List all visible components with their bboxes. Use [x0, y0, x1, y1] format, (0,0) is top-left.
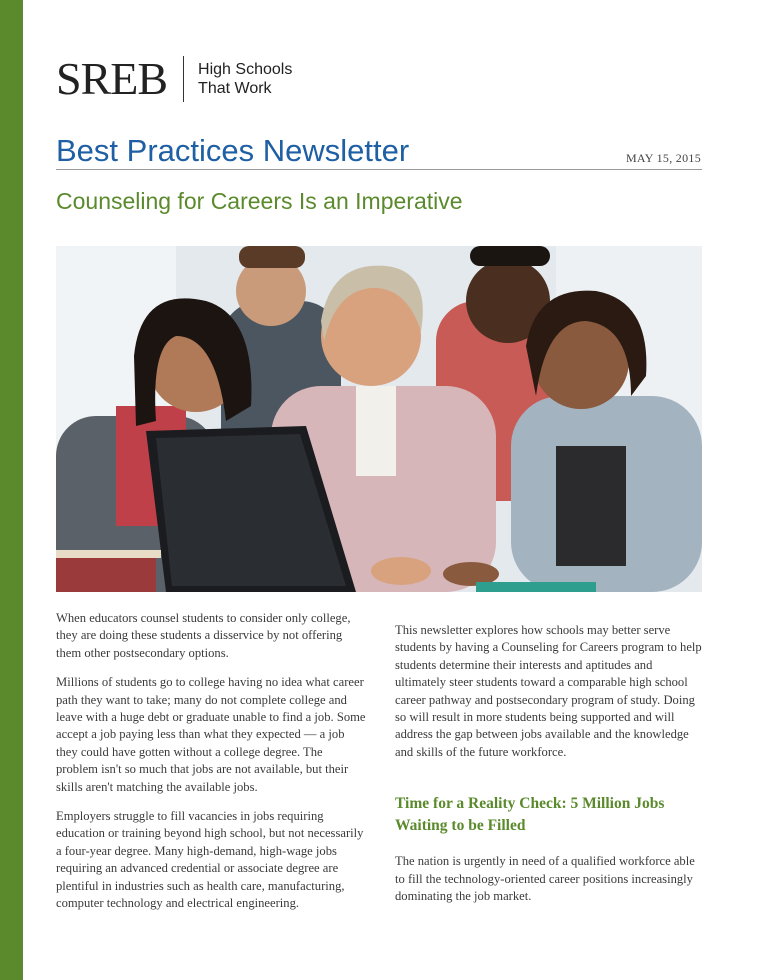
section-subhead: Time for a Reality Check: 5 Million Jobs Waiting to be Filled: [395, 795, 665, 835]
logo-wordmark: SREB: [56, 53, 168, 104]
hero-photo: [56, 246, 702, 592]
students-with-teacher-photo: [56, 246, 702, 592]
newsletter-title: Best Practices Newsletter: [56, 133, 410, 168]
program-name-line-2: That Work: [198, 80, 272, 97]
left-column: [56, 610, 366, 925]
paragraph: When educators counsel students to consider only college, they are doing these students a disservice by not offering them other postsecondary options.: [56, 611, 351, 660]
right-column: [395, 622, 705, 917]
program-name-line-1: High Schools: [198, 61, 293, 78]
logo-divider: [183, 56, 184, 102]
program-name: [198, 60, 292, 98]
paragraph: This newsletter explores how schools may better serve students by having a Counseling for Careers program to help students determine their interests and aptitudes and ultimately steer students toward a comparable high school career pathway and postsecondary program of study. Doing so will result in more students being supported and will address the gap between jobs available and the knowledge and skills of the future workforce.: [395, 623, 702, 759]
paragraph: Employers struggle to fill vacancies in jobs requiring education or training beyond high school, but not necessarily a four-year degree. Many high-demand, high-wage jobs requiring an advanced credential or associate degree are plentiful in industries such as health care, manufacturing, computer technology and electrical engineering.: [56, 809, 364, 911]
sreb-logo: [56, 53, 293, 104]
left-accent-bar: [0, 0, 23, 980]
issue-date: MAY 15, 2015: [625, 151, 701, 165]
paragraph: The nation is urgently in need of a qualified workforce able to fill the technology-oriented career positions increasingly dominating the job market.: [395, 854, 695, 904]
paragraph: Millions of students go to college having no idea what career path they want to take; many do not complete college and leave with a huge debt or graduate unable to find a job. Some accept a job paying less than what they expected — a job they could have gotten without a college degree. The problem isn't so much that jobs are not available, but their skills aren't matching the available jobs.: [56, 675, 366, 794]
title-rule: [56, 169, 702, 170]
article-headline: Counseling for Careers Is an Imperative: [56, 188, 463, 214]
